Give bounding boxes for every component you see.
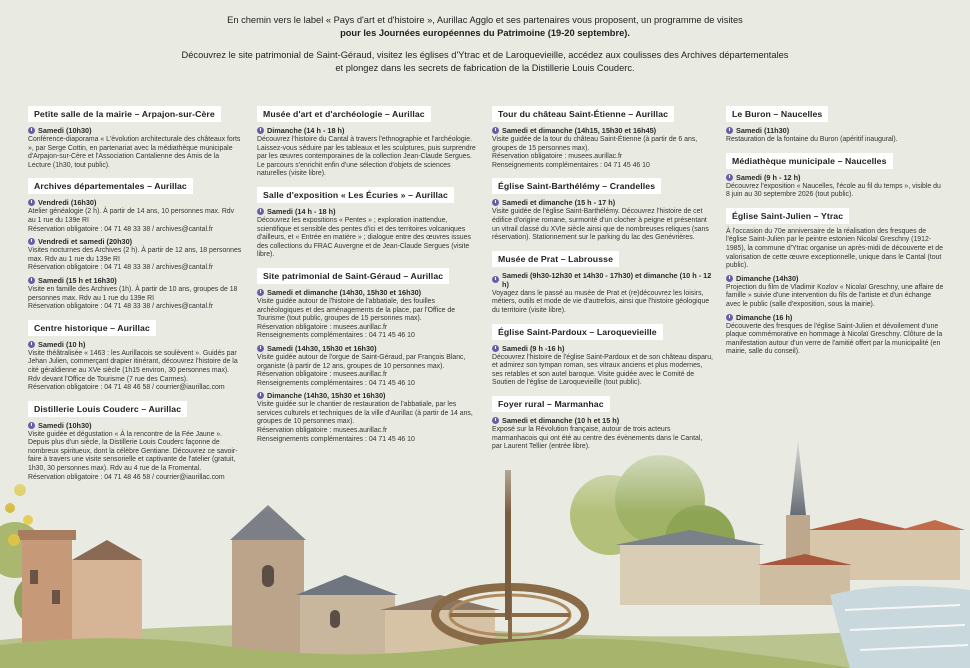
venue-section bbox=[257, 104, 477, 179]
event bbox=[28, 198, 243, 234]
event-description: À l'occasion du 70e anniversaire de la réalisation des fresques de l'église Saint-Julien par le peintre estonien Nicolaï Greschny (1912-1985), la commune d'Ytrac organise un après-midi de découverte et de valorisation de cette œuvre exceptionnelle, unique dans le Cantal (tout public). bbox=[726, 227, 943, 270]
clock-icon bbox=[28, 422, 35, 429]
event-schedule bbox=[492, 344, 714, 353]
event bbox=[492, 198, 714, 242]
event-schedule bbox=[257, 207, 477, 216]
event-time: Samedi (10h30) bbox=[38, 126, 92, 135]
clock-icon bbox=[257, 127, 264, 134]
event-time: Dimanche (14 h - 18 h) bbox=[267, 126, 345, 135]
venue-section bbox=[492, 322, 714, 388]
event-schedule bbox=[257, 391, 477, 400]
venue-section bbox=[257, 266, 477, 444]
clock-icon bbox=[492, 345, 499, 352]
event-description: Visite guidée de l'église Saint-Barthélémy. Découvrez l'histoire de cet édifice d'origine romane, surmonté d'un clocher à peigne et présentant un vitrail classé du XVIe siècle ainsi que de nombreuses reliques (sans réservation). Stationnement sur le parking du lac des Genévrières. bbox=[492, 208, 709, 242]
event-reservation: Réservation obligatoire : musees.aurillac.fr bbox=[257, 371, 388, 379]
event bbox=[726, 228, 944, 271]
event-schedule bbox=[726, 126, 944, 135]
event bbox=[28, 421, 243, 483]
event-description: Découvrez l'exposition « Naucelles, l'école au fil du temps », visible du 8 juin au 30 septembre 2026 (tout public). bbox=[726, 182, 941, 199]
venue-title: Site patrimonial de Saint-Géraud – Aurillac bbox=[257, 268, 449, 284]
event-description: Exposé sur la Révolution française, autour de trois acteurs marmanhacois qui ont été au centre des évènements dans le Cantal, par Laurent Tellier (entrée libre). bbox=[492, 425, 703, 451]
event bbox=[492, 416, 714, 452]
event-reservation: Réservation obligatoire : 04 71 48 33 38 / archives@cantal.fr bbox=[28, 303, 214, 311]
event bbox=[492, 344, 714, 388]
event-time: Samedi et dimanche (14h15, 15h30 et 16h45) bbox=[502, 126, 657, 135]
intro-line-1: En chemin vers le label « Pays d'art et d'histoire », Aurillac Agglo et ses partenaires vous proposent, un programme de visites bbox=[227, 15, 743, 25]
event-schedule bbox=[726, 313, 944, 322]
clock-icon bbox=[28, 127, 35, 134]
event-time: Samedi (9h30-12h30 et 14h30 - 17h30) et dimanche (10 h - 12 h) bbox=[502, 270, 712, 289]
event-reservation: Réservation obligatoire : 04 71 48 46 58 / courrier@iaurillac.com bbox=[28, 473, 225, 481]
clock-icon bbox=[28, 238, 35, 245]
event bbox=[28, 340, 243, 393]
column-4 bbox=[726, 104, 944, 363]
venue-title: Foyer rural – Marmanhac bbox=[492, 396, 610, 412]
event-reservation: Réservation obligatoire : 04 71 48 46 58 / courrier@iaurillac.com bbox=[28, 384, 225, 392]
event-description: Découverte des fresques de l'église Saint-Julien et dévoilement d'une plaque commémorative en hommage à Nicolaï Greschny. Clôture de la manifestation autour d'un verre de l'amitié offert par la municipalité (en mairie, salle du conseil). bbox=[726, 322, 943, 356]
event-time: Vendredi et samedi (20h30) bbox=[38, 237, 133, 247]
event bbox=[492, 271, 714, 316]
event-description: Visite guidée autour de l'histoire de l'abbatiale, des fouilles archéologiques et des aménagements de la place, par l'Office de Tourisme (tout public, groupes de 15 personnes max). bbox=[257, 297, 456, 323]
event-reservation: Réservation obligatoire : musees.aurillac.fr bbox=[257, 323, 388, 331]
venue-section bbox=[28, 176, 243, 311]
event-schedule bbox=[492, 198, 714, 207]
event-time: Samedi (10h30) bbox=[38, 420, 92, 430]
event-info: Renseignements complémentaires : 04 71 45 46 10 bbox=[492, 161, 650, 169]
event-schedule bbox=[28, 237, 243, 246]
clock-icon bbox=[492, 127, 499, 134]
event bbox=[257, 391, 477, 444]
clock-icon bbox=[726, 275, 733, 282]
intro-line-3: Découvrez le site patrimonial de Saint-Géraud, visitez les églises d'Ytrac et de Laroquevieille, accédez aux coulisses des Archives départementales bbox=[181, 50, 789, 60]
event-time: Samedi et dimanche (15 h - 17 h) bbox=[502, 198, 616, 208]
event-time: Samedi (9 h - 12 h) bbox=[736, 172, 801, 182]
venue-section bbox=[257, 185, 477, 260]
event bbox=[726, 274, 944, 310]
intro-line-4: et plongez dans les secrets de fabrication de la Distillerie Louis Couderc. bbox=[335, 62, 635, 73]
venue-section bbox=[726, 206, 944, 357]
event-description: Découvrez l'histoire de l'église Saint-Pardoux et de son château disparu, et admirez son tympan roman, ses vitraux anciens et plus modernes, ses retables et son autel baroque. Visite guidée avec le Comité de Soutien de l'église de Laroquevieille (tout public). bbox=[492, 353, 713, 387]
venue-section bbox=[28, 399, 243, 483]
clock-icon bbox=[257, 289, 264, 296]
venue-title: Tour du château Saint-Étienne – Aurillac bbox=[492, 106, 674, 122]
venue-section bbox=[492, 394, 714, 452]
event-time: Samedi (9 h -16 h) bbox=[502, 343, 565, 353]
event-schedule bbox=[726, 274, 944, 283]
venue-section bbox=[726, 104, 944, 145]
venue-section bbox=[492, 176, 714, 242]
event bbox=[257, 207, 477, 260]
venue-title: Le Buron – Naucelles bbox=[726, 106, 828, 122]
event-schedule bbox=[726, 173, 944, 182]
event-reservation: Réservation obligatoire : musees.aurillac.fr bbox=[257, 427, 388, 435]
event-schedule bbox=[492, 416, 714, 425]
event-description: Visites nocturnes des Archives (2 h). À partir de 12 ans, 18 personnes max. Rdv au 1 rue du 139e RI bbox=[28, 247, 242, 263]
intro bbox=[0, 14, 970, 84]
event-time: Dimanche (16 h) bbox=[736, 312, 793, 322]
event bbox=[28, 276, 243, 312]
venue-title: Archives départementales – Aurillac bbox=[28, 178, 193, 194]
event bbox=[492, 126, 714, 170]
venue-section bbox=[492, 249, 714, 316]
clock-icon bbox=[726, 314, 733, 321]
venue-title: Médiathèque municipale – Naucelles bbox=[726, 153, 893, 169]
event bbox=[726, 126, 944, 145]
event bbox=[726, 313, 944, 357]
event-description: Découvrez l'histoire du Cantal à travers l'ethnographie et l'archéologie. Laissez-vous séduire par les tableaux et les sculptures, puis surprendre par les œuvres contemporaines de la collection Jean-Claude Sergues. Le parcours s'enrichit enfin d'une sélection d'objets de sciences naturelles (visite libre). bbox=[257, 136, 476, 178]
intro-line-2: pour les Journées européennes du Patrimoine (19-20 septembre). bbox=[340, 27, 630, 38]
event-schedule bbox=[492, 271, 714, 289]
event-description: Visite théâtralisée « 1463 : les Aurillacois se soulèvent ». Guidés par Jehan Julien, commerçant drapier itinérant, découvrez l'histoire de la cité géraldienne au XVe siècle (1h15 environ, 30 personnes max). Rdv devant l'Office de Tourisme (7 rue des Carmes). bbox=[28, 349, 238, 383]
event-description: Atelier généalogie (2 h). À partir de 14 ans, 10 personnes max. Rdv au 1 rue du 139e RI bbox=[28, 208, 235, 224]
venue-title: Musée de Prat – Labrousse bbox=[492, 251, 619, 267]
venue-title: Petite salle de la mairie – Arpajon-sur-Cère bbox=[28, 106, 221, 122]
column-1 bbox=[28, 104, 243, 488]
event bbox=[257, 344, 477, 388]
event-schedule bbox=[28, 276, 243, 285]
event-description: Visite en famille des Archives (1h). À partir de 10 ans, groupes de 18 personnes max. Rdv au 1 rue du 139e RI bbox=[28, 285, 238, 302]
event bbox=[28, 126, 243, 170]
clock-icon bbox=[492, 417, 499, 424]
clock-icon bbox=[492, 276, 499, 283]
event bbox=[257, 126, 477, 179]
event bbox=[726, 173, 944, 200]
event-info: Renseignements complémentaires : 04 71 45 46 10 bbox=[257, 379, 415, 387]
event-description: Voyagez dans le passé au musée de Prat et (re)découvrez les loisirs, métiers, outils et mode de vie d'autrefois, ainsi que l'histoire géologique du territoire (visite libre). bbox=[492, 289, 710, 314]
event-description: Visite guidée sur le chantier de restauration de l'abbatiale, par les services culturels et techniques de la ville d'Aurillac (à partir de 14 ans, groupes de 10 personnes max). bbox=[257, 401, 473, 426]
venue-title: Église Saint-Pardoux – Laroquevieille bbox=[492, 324, 663, 340]
venue-title: Église Saint-Julien – Ytrac bbox=[726, 208, 849, 224]
event-schedule bbox=[28, 421, 243, 430]
clock-icon bbox=[726, 174, 733, 181]
event-description: Visite guidée de la tour du château Saint-Étienne (à partir de 6 ans, groupes de 15 personnes max). bbox=[492, 136, 698, 152]
event-time: Samedi (15 h et 16h30) bbox=[38, 275, 117, 285]
event-time: Samedi et dimanche (10 h et 15 h) bbox=[502, 415, 620, 425]
venue-section bbox=[492, 104, 714, 170]
event-description: Conférence-diaporama « L'évolution architecturale des châteaux forts », par Serge Cottin, en partenariat avec la médiathèque municipale d'Arpajon-sur-Cère et l'Association Cantalienne des Amis de la Lecture (1h30, tout public). bbox=[28, 136, 241, 169]
clock-icon bbox=[257, 345, 264, 352]
clock-icon bbox=[257, 208, 264, 215]
clock-icon bbox=[492, 199, 499, 206]
event-schedule bbox=[28, 198, 243, 207]
event-description: Restauration de la fontaine du Buron (apéritif inaugural). bbox=[726, 136, 898, 143]
event-description: Visite guidée et dégustation « À la rencontre de la Fée Jaune ». Depuis plus d'un siècle, la Distillerie Louis Couderc façonne de nombreux spiritueux, dont la célèbre Gentiane. Découvrez ce savoir-faire à travers une visite sensorielle et captivante de l'atelier (gratuit, 1h30, 30 personnes max). Rdv au 4 rue de la Fromental. bbox=[28, 430, 238, 473]
event-time: Samedi (11h30) bbox=[736, 126, 790, 135]
clock-icon bbox=[257, 392, 264, 399]
column-2 bbox=[257, 104, 477, 450]
event-schedule bbox=[492, 126, 714, 135]
event-description: Découvrez les expositions « Pentes » ; exploration inattendue, scientifique et sensible des pentes d'ici et des territoires volcaniques d'ailleurs, et « Entrée en matière » ; dialogue entre des œuvres issues des collections du FRAC Auvergne et de Jean-Claude Sergues (visite libre). bbox=[257, 216, 471, 259]
event-time: Samedi (14h30, 15h30 et 16h30) bbox=[267, 343, 377, 353]
clock-icon bbox=[726, 127, 733, 134]
venue-section bbox=[726, 151, 944, 200]
event-description: Visite guidée autour de l'orgue de Saint-Géraud, par François Blanc, organiste (à partir de 12 ans, groupes de 10 personnes max). bbox=[257, 353, 466, 370]
event-reservation: Réservation obligatoire : 04 71 48 33 38 / archives@cantal.fr bbox=[28, 225, 214, 233]
venue-title: Centre historique – Aurillac bbox=[28, 320, 156, 336]
event-info: Renseignements complémentaires : 04 71 45 46 10 bbox=[257, 435, 415, 443]
event-schedule bbox=[257, 288, 477, 297]
venue-section bbox=[28, 318, 243, 393]
event-time: Dimanche (14h30) bbox=[736, 273, 799, 283]
clock-icon bbox=[28, 277, 35, 284]
event-schedule bbox=[257, 126, 477, 135]
event bbox=[28, 237, 243, 273]
event-time: Dimanche (14h30, 15h30 et 16h30) bbox=[267, 391, 386, 401]
event-schedule bbox=[257, 344, 477, 353]
clock-icon bbox=[28, 341, 35, 348]
event-time: Vendredi (16h30) bbox=[38, 198, 97, 208]
venue-title: Église Saint-Barthélémy – Crandelles bbox=[492, 178, 661, 194]
event bbox=[257, 288, 477, 341]
venue-section bbox=[28, 104, 243, 170]
clock-icon bbox=[28, 199, 35, 206]
event-schedule bbox=[28, 340, 243, 349]
event-time: Samedi (14 h - 18 h) bbox=[267, 206, 336, 216]
venue-title: Distillerie Louis Couderc – Aurillac bbox=[28, 401, 187, 417]
event-schedule bbox=[28, 126, 243, 135]
event-time: Samedi (10 h) bbox=[38, 339, 86, 349]
venue-title: Salle d'exposition « Les Écuries » – Aurillac bbox=[257, 187, 454, 203]
venue-title: Musée d'art et d'archéologie – Aurillac bbox=[257, 106, 431, 122]
event-description: Projection du film de Vladimir Kozlov « Nicolaï Greschny, une affaire de famille » suivie d'une intervention du fils de l'artiste et d'un échange avec le public (salle d'exposition, sous la mairie). bbox=[726, 283, 944, 308]
column-3 bbox=[492, 104, 714, 458]
event-time: Samedi et dimanche (14h30, 15h30 et 16h30) bbox=[267, 287, 422, 297]
event-reservation: Réservation obligatoire : 04 71 48 33 38 / archives@cantal.fr bbox=[28, 264, 214, 272]
event-info: Renseignements complémentaires : 04 71 45 46 10 bbox=[257, 332, 415, 340]
event-reservation: Réservation obligatoire : musees.aurillac.fr bbox=[492, 153, 623, 161]
